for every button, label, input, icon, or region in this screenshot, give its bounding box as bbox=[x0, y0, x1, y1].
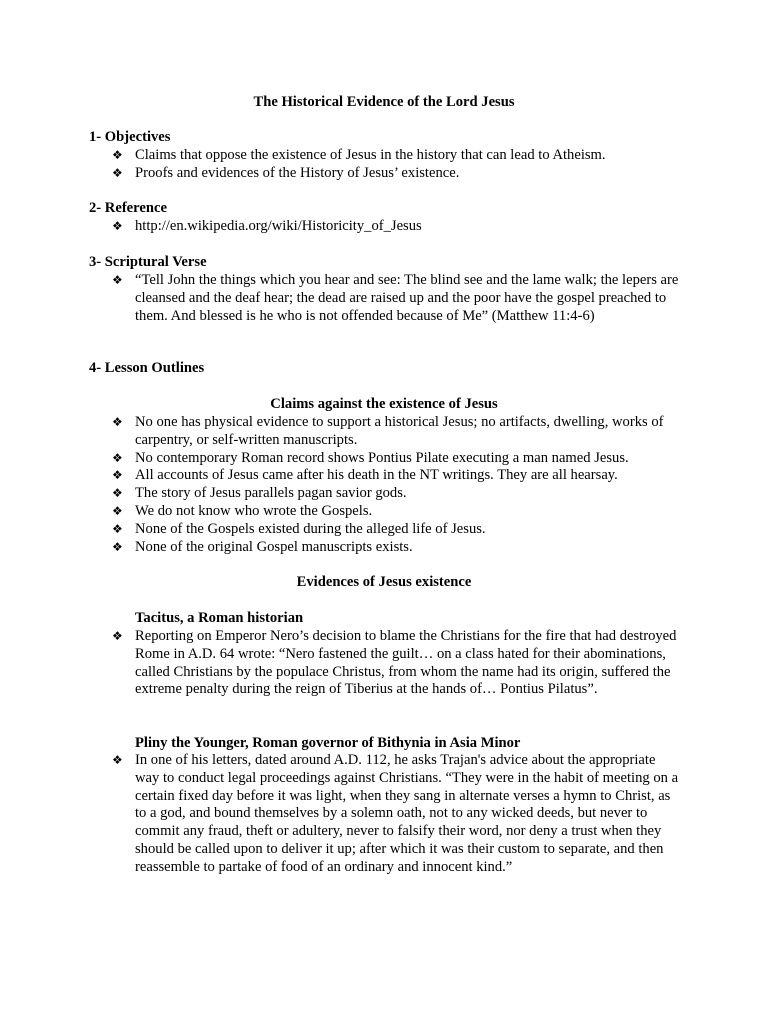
diamond-bullet-icon: ❖ bbox=[112, 486, 123, 501]
list-item: ❖ Reporting on Emperor Nero’s decision to blame the Christians for the fire that had destroyed Rome in A.D. 64 wrote: “Nero fastened the guilt… on a class hated for their abominations, called Christians by the populace Christus, from whom the name had its origin, suffered the extreme penalty during the reign of Tiberius at the hands of… Pontius Pilatus”. bbox=[112, 628, 677, 698]
diamond-bullet-icon: ❖ bbox=[112, 415, 123, 429]
list-item: ❖ Claims that oppose the existence of Jesus in the history that can lead to Atheism. bbox=[112, 147, 606, 163]
tacitus-heading: Tacitus, a Roman historian bbox=[135, 610, 304, 626]
section-heading-objectives: 1- Objectives bbox=[89, 129, 171, 145]
diamond-bullet-icon: ❖ bbox=[112, 629, 123, 643]
list-item: ❖ We do not know who wrote the Gospels. bbox=[112, 502, 373, 519]
list-item bbox=[0, 218, 680, 236]
claims-list bbox=[0, 414, 768, 556]
diamond-bullet-icon: ❖ bbox=[112, 539, 123, 554]
diamond-bullet-icon: ❖ bbox=[112, 450, 123, 465]
list-item: ❖ All accounts of Jesus came after his death in the NT writings. They are all hearsay. bbox=[112, 467, 618, 484]
list-item: ❖ Proofs and evidences of the History of Jesus’ existence. bbox=[112, 164, 460, 181]
section-heading-reference: 2- Reference bbox=[89, 200, 167, 216]
document-title: The Historical Evidence of the Lord Jesus bbox=[253, 94, 515, 110]
list-item: ❖ None of the Gospels existed during the alleged life of Jesus. bbox=[112, 520, 486, 537]
list-item: ❖ “Tell John the things which you hear and see: The blind see and the lame walk; the lepers are cleansed and the deaf hear; the dead are raised up and the poor have the gospel preached to them. And blessed is he who is not offended because of Me” (Matthew 11:4-6) bbox=[112, 272, 679, 324]
diamond-bullet-icon: ❖ bbox=[112, 468, 123, 483]
pliny-heading: Pliny the Younger, Roman governor of Bithynia in Asia Minor bbox=[135, 735, 521, 751]
claims-heading: Claims against the existence of Jesus bbox=[270, 396, 498, 412]
reference-link[interactable]: http://en.wikipedia.org/wiki/Historicity_of_Jesus bbox=[135, 218, 422, 234]
evidence-heading: Evidences of Jesus existence bbox=[296, 574, 472, 590]
list-item: ❖ None of the original Gospel manuscripts exists. bbox=[112, 538, 413, 555]
list-item: ❖ No contemporary Roman record shows Pontius Pilate executing a man named Jesus. bbox=[112, 449, 629, 466]
diamond-bullet-icon: ❖ bbox=[112, 165, 123, 180]
diamond-bullet-icon: ❖ bbox=[112, 148, 123, 162]
verse-list bbox=[0, 272, 768, 325]
objectives-list bbox=[0, 147, 768, 183]
reference-list bbox=[0, 218, 768, 236]
diamond-bullet-icon: ❖ bbox=[112, 503, 123, 518]
diamond-bullet-icon: ❖ bbox=[112, 273, 123, 287]
pliny-list bbox=[0, 752, 768, 877]
list-item: ❖ The story of Jesus parallels pagan savior gods. bbox=[112, 485, 407, 502]
list-item: ❖ No one has physical evidence to support a historical Jesus; no artifacts, dwelling, works of carpentry, or self-written manuscripts. bbox=[112, 414, 664, 448]
section-heading-outlines: 4- Lesson Outlines bbox=[89, 360, 205, 376]
section-heading-verse: 3- Scriptural Verse bbox=[89, 254, 207, 270]
diamond-bullet-icon: ❖ bbox=[112, 219, 123, 233]
diamond-bullet-icon: ❖ bbox=[112, 753, 123, 767]
tacitus-list bbox=[0, 628, 768, 699]
list-item: ❖ In one of his letters, dated around A.D. 112, he asks Trajan's advice about the appropriate way to conduct legal proceedings against Christians. “They were in the habit of meeting on a certain fixed day before it was light, when they sang in alternate verses a hymn to Christ, as to a god, and bound themselves by a solemn oath, not to any wicked deeds, but never to commit any fraud, theft or adultery, never to falsify their word, nor deny a trust when they should be called upon to deliver it up; after which it was their custom to separate, and then reassemble to partake of food of an ordinary and innocent kind.” bbox=[112, 752, 679, 875]
diamond-bullet-icon: ❖ bbox=[112, 521, 123, 536]
